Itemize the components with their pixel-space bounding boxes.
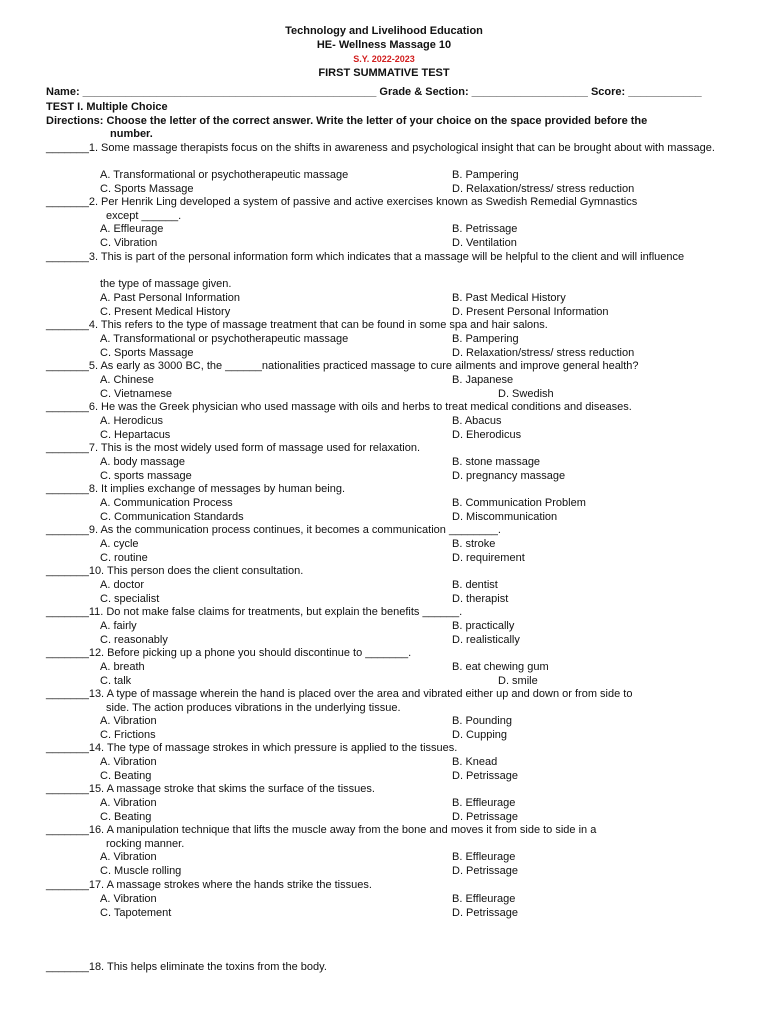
question-item (46, 647, 726, 661)
question-stem[interactable]: _______5. As early as 3000 BC, the ______nationalities practiced massage to cure ailments and improve general health? (46, 360, 639, 372)
question-item (46, 606, 726, 620)
answer-choice-b[interactable]: B. stone massage (452, 456, 541, 468)
question-stem-cont: side. The action produces vibrations in the underlying tissue. (106, 702, 401, 714)
answer-choice-b[interactable]: B. Pampering (452, 169, 519, 181)
answer-choice-d[interactable]: D. Relaxation/stress/ stress reduction (452, 182, 635, 195)
answer-choice-c[interactable]: C. Vietnamese (100, 387, 172, 400)
directions-cont: number. (110, 128, 153, 140)
question-stem[interactable]: _______14. The type of massage strokes in which pressure is applied to the tissues. (46, 742, 458, 754)
question-stem[interactable]: _______6. He was the Greek physician who used massage with oils and herbs to treat medical conditions and diseases. (46, 401, 632, 413)
answer-choice-c[interactable]: C. Muscle rolling (100, 864, 182, 877)
answer-choice-c[interactable]: C. Frictions (100, 728, 156, 741)
question-item (46, 360, 726, 374)
answer-choice-b[interactable]: B. Japanese (452, 374, 514, 386)
answer-choice-c[interactable]: C. specialist (100, 592, 160, 605)
answer-choice-a[interactable]: A. Vibration (100, 797, 157, 809)
answer-choice-d[interactable]: D. Petrissage (452, 810, 519, 823)
question-item (46, 251, 726, 265)
answer-choice-a[interactable]: A. Vibration (100, 851, 157, 863)
answer-choice-a[interactable]: A. doctor (100, 579, 145, 591)
answer-choice-a[interactable]: A. Effleurage (100, 223, 164, 235)
question-item (46, 196, 726, 210)
answer-choice-d[interactable]: D. Ventilation (452, 236, 517, 249)
answer-choice-d[interactable]: D. Cupping (452, 728, 508, 741)
answer-choice-c[interactable]: C. reasonably (100, 633, 168, 646)
question-stem[interactable]: _______15. A massage stroke that skims the surface of the tissues. (46, 783, 375, 795)
answer-choice-a[interactable]: A. fairly (100, 620, 137, 632)
question-stem[interactable]: _______10. This person does the client consultation. (46, 565, 304, 577)
course-title: HE- Wellness Massage 10 (316, 39, 452, 51)
question-stem[interactable]: _______18. This helps eliminate the toxins from the body. (46, 961, 327, 973)
answer-choice-b[interactable]: B. dentist (452, 579, 498, 591)
answer-choice-c[interactable]: C. Vibration (100, 236, 158, 249)
answer-choice-a[interactable]: A. Herodicus (100, 415, 163, 427)
question-stem[interactable]: _______8. It implies exchange of messages by human being. (46, 483, 346, 495)
answer-choice-a[interactable]: A. Transformational or psychotherapeutic massage (100, 333, 349, 345)
answer-choice-d[interactable]: D. Petrissage (452, 864, 519, 877)
school-year: S.Y. 2022-2023 (353, 54, 415, 64)
answer-choice-d[interactable]: D. Present Personal Information (452, 305, 609, 318)
answer-choice-d[interactable]: D. smile (498, 674, 538, 687)
answer-choice-d[interactable]: D. Miscommunication (452, 510, 558, 523)
answer-choice-d[interactable]: D. therapist (452, 592, 509, 605)
question-stem[interactable]: _______7. This is the most widely used form of massage used for relaxation. (46, 442, 420, 454)
question-stem-cont: except ______. (106, 210, 182, 222)
question-stem[interactable]: _______13. A type of massage wherein the hand is placed over the area and vibrated either up and down or from side to (46, 688, 633, 700)
question-item (46, 142, 726, 156)
question-stem[interactable]: _______9. As the communication process continues, it becomes a communication ________. (46, 524, 501, 536)
answer-choice-c[interactable]: C. Sports Massage (100, 346, 194, 359)
answer-choice-c[interactable]: C. Beating (100, 769, 152, 782)
question-item (46, 961, 726, 975)
question-item (46, 879, 726, 893)
answer-choice-a[interactable]: A. cycle (100, 538, 139, 550)
question-stem[interactable]: _______3. This is part of the personal information form which indicates that a massage will be helpful to the client and will influence (46, 251, 685, 263)
question-stem-cont: the type of massage given. (100, 278, 232, 290)
question-item (46, 401, 726, 415)
answer-choice-b[interactable]: B. Knead (452, 756, 498, 768)
answer-choice-a[interactable]: A. Past Personal Information (100, 292, 241, 304)
answer-choice-a[interactable]: A. Chinese (100, 374, 154, 386)
test-title: FIRST SUMMATIVE TEST (318, 67, 450, 79)
subject-title: Technology and Livelihood Education (285, 25, 483, 37)
question-stem[interactable]: _______4. This refers to the type of massage treatment that can be found in some spa and hair salons. (46, 319, 548, 331)
answer-choice-b[interactable]: B. Abacus (452, 415, 502, 427)
answer-choice-b[interactable]: B. Communication Problem (452, 497, 586, 509)
question-stem[interactable]: _______12. Before picking up a phone you should discontinue to _______. (46, 647, 412, 659)
answer-choice-b[interactable]: B. Effleurage (452, 851, 516, 863)
question-item (46, 824, 726, 838)
answer-choice-c[interactable]: C. Present Medical History (100, 305, 231, 318)
question-item (46, 524, 726, 538)
question-stem[interactable]: _______16. A manipulation technique that lifts the muscle away from the bone and moves it from side to side in a (46, 824, 597, 836)
answer-choice-b[interactable]: B. Effleurage (452, 797, 516, 809)
answer-choice-c[interactable]: C. sports massage (100, 469, 192, 482)
answer-choice-d[interactable]: D. pregnancy massage (452, 469, 566, 482)
question-item (46, 319, 726, 333)
section-title: TEST I. Multiple Choice (46, 101, 168, 113)
answer-choice-c[interactable]: C. Sports Massage (100, 182, 194, 195)
question-stem[interactable]: _______1. Some massage therapists focus on the shifts in awareness and psychological insight that can be brought about with massage. (46, 142, 715, 154)
answer-choice-a[interactable]: A. Vibration (100, 893, 157, 905)
answer-choice-c[interactable]: C. Beating (100, 810, 152, 823)
question-item (46, 742, 726, 756)
answer-choice-d[interactable]: D. requirement (452, 551, 525, 564)
answer-choice-b[interactable]: B. stroke (452, 538, 496, 550)
question-item (46, 783, 726, 797)
question-stem[interactable]: _______2. Per Henrik Ling developed a system of passive and active exercises known as Swedish Remedial Gymnastics (46, 196, 638, 208)
answer-choice-b[interactable]: B. Petrissage (452, 223, 518, 235)
question-stem-cont: rocking manner. (106, 838, 185, 850)
answer-choice-b[interactable]: B. eat chewing gum (452, 661, 549, 673)
directions: Directions: Choose the letter of the correct answer. Write the letter of your choice on the space provided before the (46, 115, 648, 127)
answer-choice-a[interactable]: A. breath (100, 661, 145, 673)
answer-choice-c[interactable]: C. Communication Standards (100, 510, 244, 523)
question-item (46, 483, 726, 497)
answer-choice-a[interactable]: A. body massage (100, 456, 185, 468)
answer-choice-b[interactable]: B. Pounding (452, 715, 512, 727)
question-item (46, 688, 726, 702)
answer-choice-c[interactable]: C. routine (100, 551, 148, 564)
question-stem[interactable]: _______11. Do not make false claims for treatments, but explain the benefits ______. (46, 606, 463, 618)
answer-choice-c[interactable]: C. Hepartacus (100, 428, 171, 441)
answer-choice-c[interactable]: C. Tapotement (100, 906, 172, 919)
question-item (46, 565, 726, 579)
answer-choice-a[interactable]: A. Vibration (100, 715, 157, 727)
answer-choice-b[interactable]: B. Effleurage (452, 893, 516, 905)
answer-choice-d[interactable]: D. realistically (452, 633, 520, 646)
question-stem[interactable]: _______17. A massage strokes where the hands strike the tissues. (46, 879, 372, 891)
answer-choice-d[interactable]: D. Swedish (498, 387, 554, 400)
answer-choice-d[interactable]: D. Petrissage (452, 769, 519, 782)
answer-choice-a[interactable]: A. Vibration (100, 756, 157, 768)
student-info-line[interactable]: Name: ________________________________________________ Grade & Section: ___________________ Score: ____________ (46, 86, 702, 98)
answer-choice-b[interactable]: B. Past Medical History (452, 292, 566, 304)
answer-choice-c[interactable]: C. talk (100, 674, 132, 687)
answer-choice-d[interactable]: D. Eherodicus (452, 428, 522, 441)
answer-choice-b[interactable]: B. practically (452, 620, 515, 632)
answer-choice-d[interactable]: D. Relaxation/stress/ stress reduction (452, 346, 635, 359)
answer-choice-a[interactable]: A. Transformational or psychotherapeutic massage (100, 169, 349, 181)
answer-choice-b[interactable]: B. Pampering (452, 333, 519, 345)
question-item (46, 442, 726, 456)
answer-choice-d[interactable]: D. Petrissage (452, 906, 519, 919)
answer-choice-a[interactable]: A. Communication Process (100, 497, 233, 509)
